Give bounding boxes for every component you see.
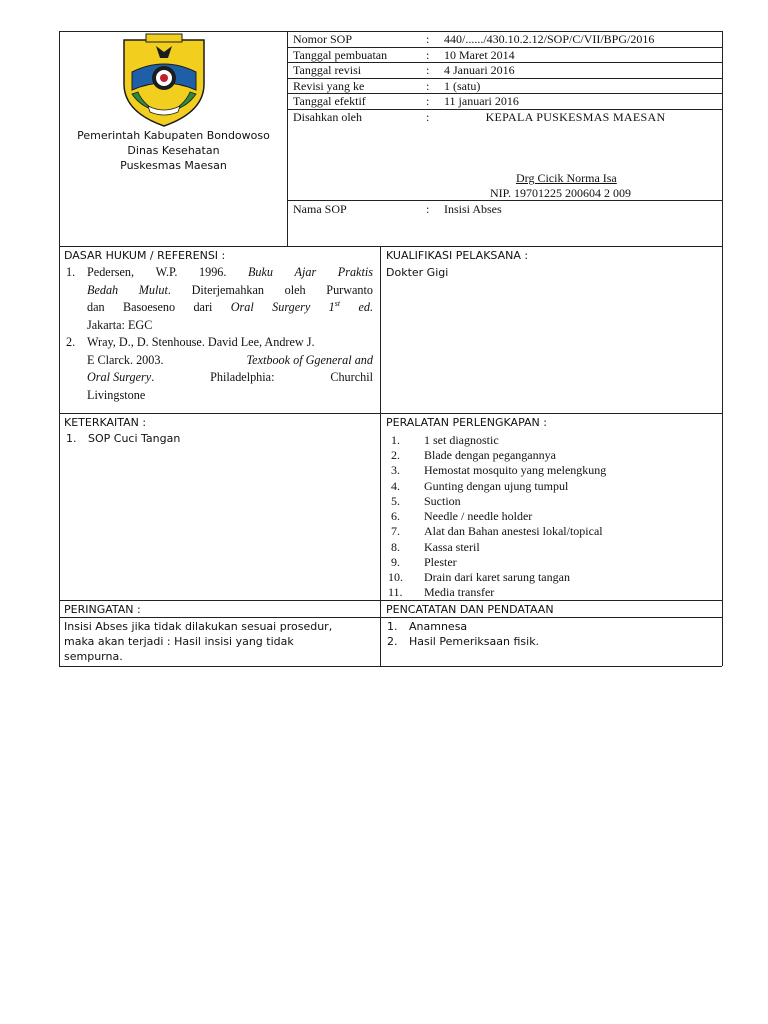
field-value-revisi-ke: 1 (satu): [444, 79, 481, 93]
field-label-tanggal-efektif: Tanggal efektif: [293, 94, 366, 108]
list-item: Plester: [424, 555, 457, 569]
section-heading-kualifikasi: KUALIFIKASI PELAKSANA :: [386, 249, 529, 262]
border-left: [59, 31, 60, 666]
org-department: Dinas Kesehatan: [127, 144, 220, 157]
org-puskesmas: Puskesmas Maesan: [120, 159, 227, 172]
approver-nip: NIP. 19701225 200604 2 009: [490, 186, 632, 200]
header-divider: [287, 31, 288, 246]
field-value-nomor: 440/....../430.10.2.12/SOP/C/VII/BPG/2016: [444, 32, 655, 46]
approver-name: Drg Cicik Norma Isa: [516, 171, 617, 185]
list-item: Kassa steril: [424, 540, 480, 554]
border-right: [722, 31, 723, 666]
section-heading-peralatan: PERALATAN PERLENGKAPAN :: [386, 416, 547, 429]
border-bottom: [59, 666, 722, 667]
list-item: 1 set diagnostic: [424, 433, 499, 447]
body-divider: [380, 246, 381, 666]
regency-crest-logo: [118, 32, 210, 128]
section-heading-keterkaitan: KETERKAITAN :: [64, 416, 147, 429]
list-item: Gunting dengan ujung tumpul: [424, 479, 569, 493]
field-value-nama-sop: Insisi Abses: [444, 202, 502, 216]
list-item: Suction: [424, 494, 461, 508]
field-label-tanggal-pembuatan: Tanggal pembuatan: [293, 48, 388, 62]
section-heading-pencatatan: PENCATATAN DAN PENDATAAN: [386, 603, 554, 616]
section-heading-dasar-hukum: DASAR HUKUM / REFERENSI :: [64, 249, 226, 262]
approver-title: KEPALA PUSKESMAS MAESAN: [485, 110, 666, 124]
organization-block: [60, 128, 287, 173]
field-label-nama-sop: Nama SOP: [293, 202, 347, 216]
field-label-tanggal-revisi: Tanggal revisi: [293, 63, 362, 77]
section-heading-peringatan: PERINGATAN :: [64, 603, 141, 616]
field-label-revisi-ke: Revisi yang ke: [293, 79, 365, 93]
list-item: Blade dengan pegangannya: [424, 448, 556, 462]
list-item: Anamnesa: [409, 620, 468, 633]
field-value-tanggal-efektif: 11 januari 2016: [444, 94, 519, 108]
list-item: Hemostat mosquito yang melengkung: [424, 463, 607, 477]
field-value-tanggal-pembuatan: 10 Maret 2014: [444, 48, 515, 62]
list-item: Drain dari karet sarung tangan: [424, 570, 570, 584]
field-value-tanggal-revisi: 4 Januari 2016: [444, 63, 515, 77]
org-government: Pemerintah Kabupaten Bondowoso: [77, 129, 270, 142]
field-label-nomor: Nomor SOP: [293, 32, 353, 46]
list-item: Alat dan Bahan anestesi lokal/topical: [424, 524, 603, 538]
peringatan-text: Insisi Abses jika tidak dilakukan sesuai prosedur, maka akan terjadi : Hasil insisi yang tidak sempurna.: [64, 620, 333, 663]
list-item: Hasil Pemeriksaan fisik.: [409, 635, 540, 648]
keterkaitan-item: SOP Cuci Tangan: [88, 432, 181, 445]
kualifikasi-value: Dokter Gigi: [386, 266, 449, 279]
list-item: Needle / needle holder: [424, 509, 533, 523]
list-item: Media transfer: [424, 585, 495, 599]
field-label-disahkan: Disahkan oleh: [293, 110, 362, 124]
